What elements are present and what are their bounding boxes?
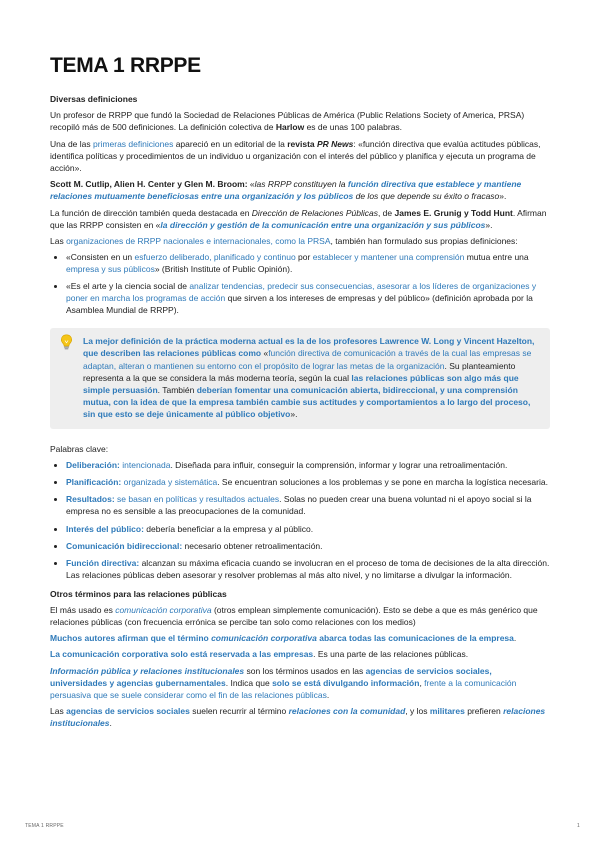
section-heading-otros: Otros términos para las relaciones públicas xyxy=(50,588,227,599)
keywords-list xyxy=(50,459,550,582)
paragraph-autores: Muchos autores afirman que el término comunicación corporativa abarca todas las comunicaciones de la empresa. xyxy=(50,633,517,644)
paragraph-grunig: La función de dirección también queda destacada en Dirección de Relaciones Públicas, de James E. Grunig y Todd Hunt. Afirman que las RRPP consisten en «la dirección y gestión de la comunicación entre una organización y sus públicos». xyxy=(50,207,547,230)
paragraph-cutlip: Scott M. Cutlip, Alien H. Center y Glen M. Broom: «las RRPP constituyen la función directiva que establece y mantiene relaciones mutuamente beneficiosas entre una organización y los públicos de los que depende su éxito o fracaso». xyxy=(50,179,522,202)
keyword-item: • Función directiva: alcanzan su máxima eficacia cuando se involucran en el proceso de toma de decisiones de la alta dirección. Las relaciones públicas deben asesorar y resolver problemas al más alto nivel, y no limitarse a divulgar la información. xyxy=(66,557,550,581)
paragraph-organizaciones: Las organizaciones de RRPP nacionales e internacionales, como la PRSA, también han formulado sus propias definiciones: xyxy=(50,236,518,247)
paragraph-mas-usado: El más usado es comunicación corporativa (otros emplean simplemente comunicación). Esto se debe a que es más genérico que relaciones públicas (con frecuencia errónica se percibe tan solo como relaciones con los medios) xyxy=(50,604,538,627)
list-item: • «Consisten en un esfuerzo deliberado, planificado y continuo por establecer y mantener una comprensión mutua entre una empresa y sus públicos» (British Institute of Public Opinión). xyxy=(66,251,550,275)
document-body xyxy=(50,93,550,734)
paragraph-informacion-publica: Información pública y relaciones institucionales son los términos usados en las agencias de servicios sociales, universidades y agencias gubernamentales. Indica que solo se está divulgando información, frente a la comunicación persuasiva que se suele considerar como el fin de las relaciones públicas. xyxy=(50,665,517,700)
keyword-item: • Deliberación: intencionada. Diseñada para influir, conseguir la comprensión, informar y lograr una retroalimentación. xyxy=(66,459,550,471)
paragraph-reservada: La comunicación corporativa solo está reservada a las empresas. Es una parte de las relaciones públicas. xyxy=(50,649,469,660)
paragraph-prsa: Un profesor de RRPP que fundó la Sociedad de Relaciones Públicas de América (Public Relations Society of America, PRSA) recopiló más de 500 definiciones. La definición colectiva de Harlow es de unas 100 palabras. xyxy=(50,110,525,133)
keywords-heading: Palabras clave: xyxy=(50,443,109,454)
section-heading-definiciones: Diversas definiciones xyxy=(50,94,138,104)
definitions-list xyxy=(50,251,550,316)
keyword-item: • Interés del público: debería beneficiar a la empresa y al público. xyxy=(66,523,550,535)
lightbulb-icon xyxy=(60,334,73,350)
footer-label: TEMA 1 RRPPE xyxy=(25,823,64,829)
keyword-item: • Resultados: se basan en políticas y resultados actuales. Solas no pueden crear una buena voluntad ni el apoyo social si la empresa no es sensible a las preocupaciones de la comunidad. xyxy=(66,493,550,517)
page-number: 1 xyxy=(577,823,580,829)
keyword-item: • Comunicación bidireccional: necesario obtener retroalimentación. xyxy=(66,540,550,552)
page-title: TEMA 1 RRPPE xyxy=(50,54,201,77)
paragraph-pr-news: Una de las primeras definiciones apareció en un editorial de la revista PR News: «función directiva que evalúa actitudes públicas, identifica políticas y procedimientos de un individuo u organización con el interés del público y planifica y ejecuta un programa de acción». xyxy=(50,138,541,174)
keyword-item: • Planificación: organizada y sistemática. Se encuentran soluciones a los problemas y se pone en marcha la logística necesaria. xyxy=(66,476,550,488)
list-item: • «Es el arte y la ciencia social de analizar tendencias, predecir sus consecuencias, asesorar a los líderes de organizaciones y poner en marcha los programas de acción que sirven a los intereses de empresas y del público» (definición aprobada por la Asamblea Mundial de RRPP). xyxy=(66,280,550,317)
highlight-callout: La mejor definición de la práctica moderna actual es la de los profesores Lawrence W. Long y Vincent Hazelton, que describen las relaciones públicas como «función directiva de comunicación a través de la cual las empresas se adaptan, alteran o mantienen su entorno con el propósito de lograr las metas de la organización. Su planteamiento representa a la que se considera la más moderna teoría, según la cual las relaciones públicas son algo más que simple persuasión. También deberían fomentar una comunicación abierta, bidireccional, y una comprensión mutua, con la idea de que la empresa también cambie sus actitudes y comportamientos a lo largo del proceso, sin que esto se deje únicamente al público objetivo». xyxy=(50,328,550,428)
paragraph-agencias: Las agencias de servicios sociales suelen recurrir al término relaciones con la comunidad, y los militares prefieren relaciones institucionales. xyxy=(50,706,546,729)
